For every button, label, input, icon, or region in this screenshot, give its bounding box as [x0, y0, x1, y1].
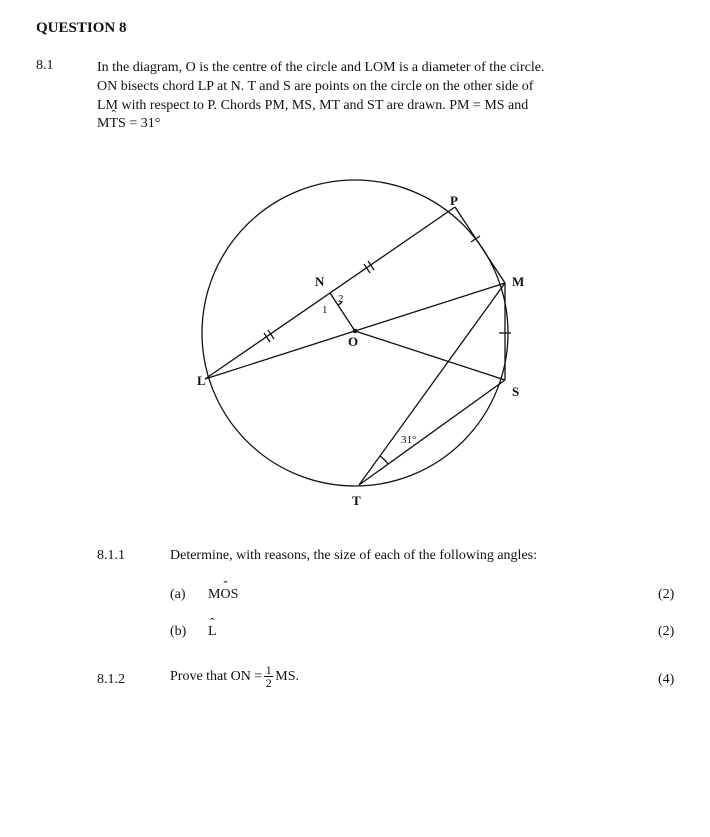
- fraction-denominator: 2: [265, 676, 272, 690]
- part-b-angle-vertex: ˆ L: [208, 624, 217, 640]
- fraction-half: [264, 664, 273, 689]
- part-a-angle-vertex: ˆ O: [220, 587, 230, 603]
- part-number-8-1-1: 8.1.1: [97, 548, 125, 563]
- angle-n1: 1: [322, 304, 328, 316]
- label-n: N: [315, 274, 325, 289]
- centre-dot: [353, 329, 357, 333]
- chord-pm: [455, 207, 505, 283]
- part-text-8-1-1: Determine, with reasons, the size of each of the following angles:: [170, 548, 537, 563]
- angle-arc-t: [380, 456, 388, 464]
- tick-pm: [471, 236, 480, 242]
- angle-n2: 2: [338, 293, 344, 305]
- prove-text-after: MS.: [275, 668, 300, 684]
- question-number: 8.1: [36, 58, 54, 73]
- prove-text-before: Prove that ON =: [170, 668, 263, 684]
- question-line-1: In the diagram, O is the centre of the circle and LOM is a diameter of the circle.: [97, 60, 545, 75]
- question-line-2: ON bisects chord LP at N. T and S are points on the circle on the other side of: [97, 79, 534, 94]
- question-line-3: LM with respect to P. Chords PM, MS, MT and ST are drawn. PM = MS and: [97, 98, 529, 113]
- given-angle-vertex: ˆ T: [109, 116, 118, 132]
- part-a-marks: (2): [658, 587, 675, 602]
- angle-t-label: 31°: [401, 434, 417, 446]
- part-b-angle: [208, 624, 217, 640]
- part-8-1-2-marks: (4): [658, 672, 675, 687]
- part-text-8-1-2: [170, 664, 299, 689]
- fraction-numerator: 1: [265, 663, 272, 677]
- chord-st: [359, 380, 505, 485]
- label-p: P: [450, 193, 458, 208]
- part-a-angle-right: S: [230, 587, 239, 602]
- given-angle-left: M: [97, 116, 110, 131]
- part-a-angle-left: M: [208, 587, 221, 602]
- part-a-angle: [208, 587, 238, 603]
- chord-mt: [359, 283, 505, 485]
- question-heading: QUESTION 8: [36, 20, 127, 36]
- label-s: S: [512, 384, 520, 399]
- part-b-marks: (2): [658, 624, 675, 639]
- part-a-number: (a): [170, 587, 186, 602]
- part-number-8-1-2: 8.1.2: [97, 672, 125, 687]
- label-t: T: [352, 493, 361, 508]
- given-angle-value: = 31°: [125, 116, 161, 131]
- label-o: O: [348, 334, 359, 349]
- part-b-number: (b): [170, 624, 187, 639]
- segment-so: [355, 331, 505, 380]
- given-angle-right: S: [118, 116, 126, 131]
- label-m: M: [512, 274, 525, 289]
- label-l: L: [197, 373, 206, 388]
